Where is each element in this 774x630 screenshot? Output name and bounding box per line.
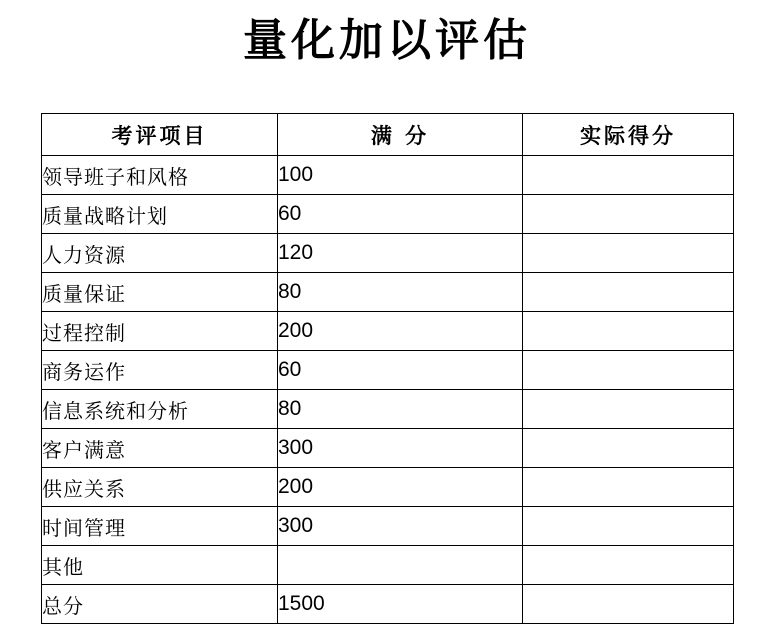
table-row — [42, 585, 734, 624]
cell-full-score: 200 — [278, 468, 523, 507]
table-row — [42, 273, 734, 312]
table-row — [42, 390, 734, 429]
cell-item: 其他 — [42, 546, 278, 585]
column-header-actual-score: 实际得分 — [523, 114, 734, 156]
cell-full-score[interactable] — [278, 546, 523, 585]
cell-actual-score[interactable] — [523, 273, 734, 312]
table-row — [42, 468, 734, 507]
cell-item: 人力资源 — [42, 234, 278, 273]
table-row — [42, 156, 734, 195]
cell-item: 质量保证 — [42, 273, 278, 312]
table-row — [42, 351, 734, 390]
cell-full-score: 300 — [278, 429, 523, 468]
document-page — [0, 8, 774, 630]
cell-item: 供应关系 — [42, 468, 278, 507]
table-row — [42, 507, 734, 546]
cell-full-score: 100 — [278, 156, 523, 195]
page-title: 量化加以评估 — [243, 15, 531, 66]
column-header-item: 考评项目 — [42, 114, 278, 156]
cell-item: 信息系统和分析 — [42, 390, 278, 429]
score-table-container — [41, 113, 733, 624]
cell-actual-score[interactable] — [523, 585, 734, 624]
cell-full-score: 200 — [278, 312, 523, 351]
cell-full-score: 1500 — [278, 585, 523, 624]
score-table — [41, 113, 734, 624]
cell-item: 过程控制 — [42, 312, 278, 351]
cell-actual-score[interactable] — [523, 546, 734, 585]
table-body — [42, 156, 734, 624]
cell-actual-score[interactable] — [523, 156, 734, 195]
table-row — [42, 546, 734, 585]
cell-full-score: 300 — [278, 507, 523, 546]
cell-actual-score[interactable] — [523, 195, 734, 234]
cell-item: 商务运作 — [42, 351, 278, 390]
cell-full-score: 80 — [278, 390, 523, 429]
cell-item: 质量战略计划 — [42, 195, 278, 234]
cell-full-score: 80 — [278, 273, 523, 312]
cell-actual-score[interactable] — [523, 468, 734, 507]
cell-item: 领导班子和风格 — [42, 156, 278, 195]
table-header-row — [42, 114, 734, 156]
cell-actual-score[interactable] — [523, 312, 734, 351]
cell-full-score: 120 — [278, 234, 523, 273]
table-row — [42, 195, 734, 234]
table-header — [42, 114, 734, 156]
cell-full-score: 60 — [278, 195, 523, 234]
table-row — [42, 312, 734, 351]
cell-item: 总分 — [42, 585, 278, 624]
cell-item: 客户满意 — [42, 429, 278, 468]
cell-full-score: 60 — [278, 351, 523, 390]
cell-actual-score[interactable] — [523, 234, 734, 273]
table-row — [42, 234, 734, 273]
cell-actual-score[interactable] — [523, 351, 734, 390]
cell-actual-score[interactable] — [523, 507, 734, 546]
column-header-full-score: 满 分 — [278, 114, 523, 156]
table-row — [42, 429, 734, 468]
cell-actual-score[interactable] — [523, 429, 734, 468]
cell-actual-score[interactable] — [523, 390, 734, 429]
cell-item: 时间管理 — [42, 507, 278, 546]
